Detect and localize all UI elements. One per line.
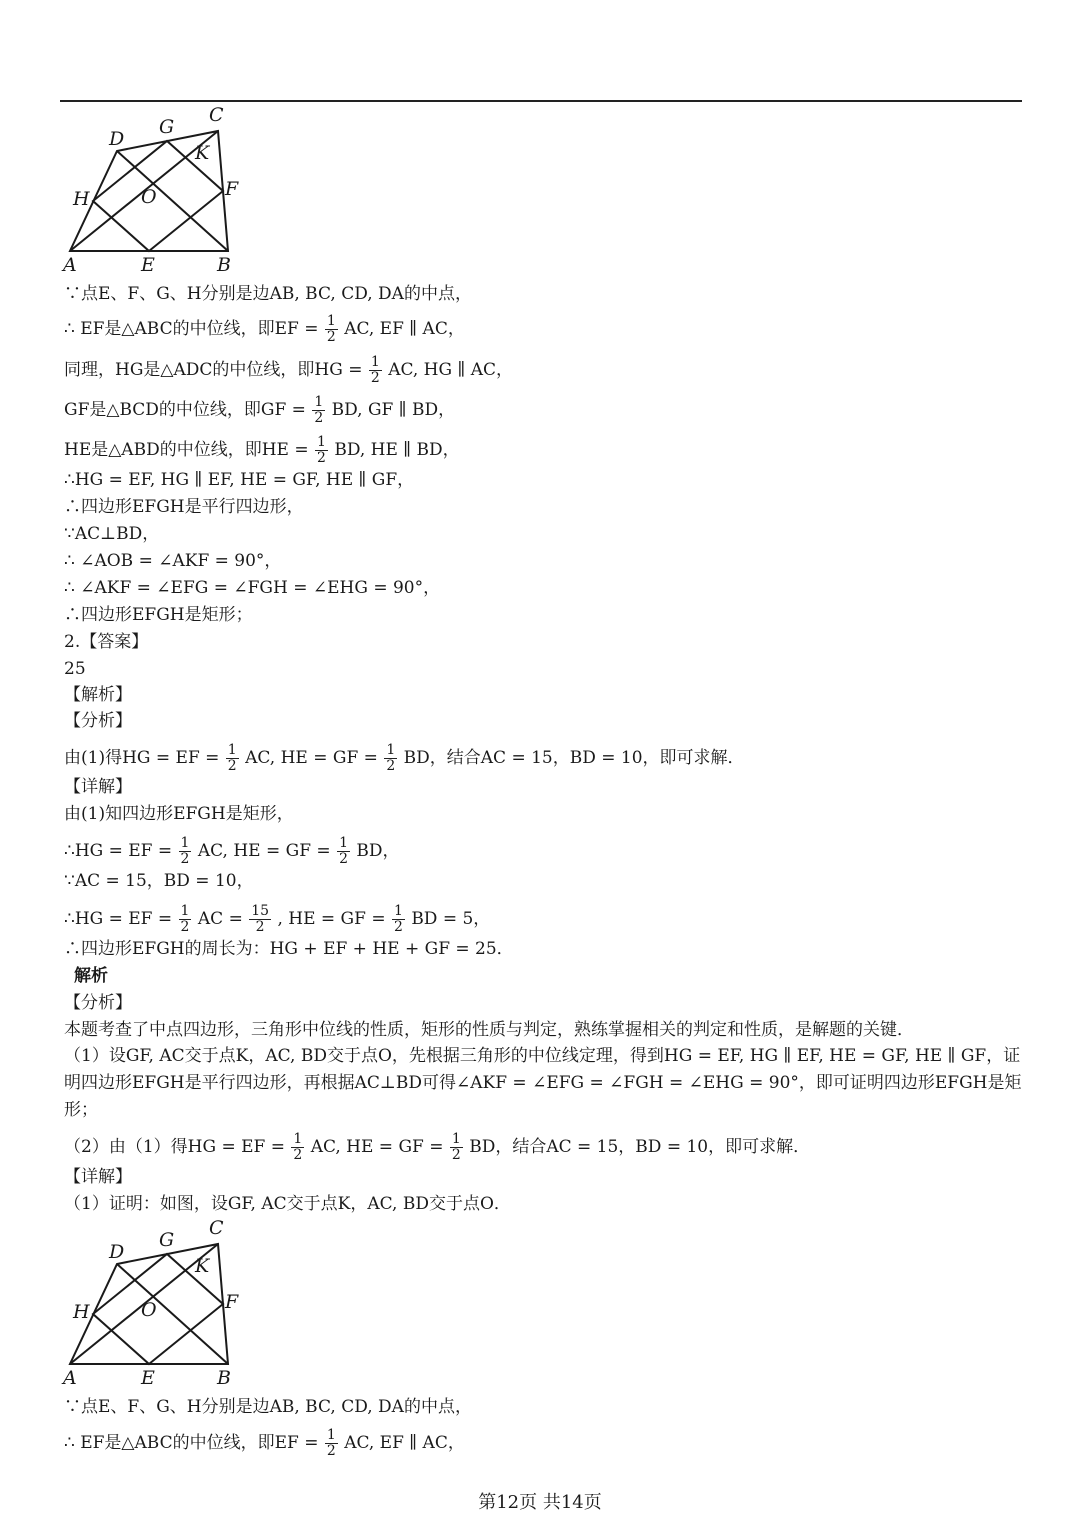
- analysis-p2: （1）设GF, AC交于点K，AC, BD交于点O，先根据三角形的中位线定理，得到HG = EF, HG ∥ EF, HE = GF, HE ∥ GF，证明四边形EFGH是平行四边形，再根据AC⊥BD可得∠AKF = ∠EFG = ∠FGH = ∠EHG = 90°，即可证明四边形EFGH是矩形；: [64, 1046, 1022, 1120]
- label-C: C: [209, 105, 224, 126]
- analysis-xiangjie: 【详解】: [64, 1167, 132, 1187]
- answer2-xiangjie: 【详解】: [64, 777, 132, 797]
- fraction-half: $\frac{1}{2}$: [393, 903, 403, 935]
- page-footer: 第12页 共14页: [478, 1492, 602, 1513]
- line-hg: 同理，HG是△ADC的中位线，即HG = $\frac{1}{2}$ AC, HG ∥ AC，: [64, 354, 514, 386]
- quadrilateral-figure: [55, 105, 255, 275]
- label-O: O: [141, 1299, 157, 1321]
- line-he: HE是△ABD的中位线，即HE = $\frac{1}{2}$ BD, HE ∥ BD，: [64, 434, 460, 466]
- label-B: B: [217, 254, 231, 275]
- line-angle-aob: ∴ ∠AOB = ∠AKF = 90°，: [64, 551, 282, 571]
- label-H: H: [73, 1301, 90, 1323]
- fraction-half: $\frac{1}{2}$: [180, 835, 190, 867]
- label-F: F: [225, 1291, 239, 1313]
- line-ef: ∴ EF是△ABC的中位线，即EF = $\frac{1}{2}$ AC, EF ∥ AC，: [64, 313, 465, 345]
- analysis-p5: ∵点E、F、G、H分别是边AB, BC, CD, DA的中点，: [64, 1397, 472, 1417]
- answer2-l4: ∴HG = EF = $\frac{1}{2}$ AC = $\frac{15}{2}$ , HE = GF = $\frac{1}{2}$ BD = 5，: [64, 903, 491, 935]
- fraction-half: $\frac{1}{2}$: [227, 742, 237, 774]
- answer2-l2: ∴HG = EF = $\frac{1}{2}$ AC, HE = GF = $\frac{1}{2}$ BD，: [64, 835, 400, 867]
- answer2-fenxi-line: 由(1)得HG = EF = $\frac{1}{2}$ AC, HE = GF = $\frac{1}{2}$ BD，结合AC = 15，BD = 10，即可求解．: [64, 742, 745, 774]
- analysis-p6: ∴ EF是△ABC的中位线，即EF = $\frac{1}{2}$ AC, EF ∥ AC，: [64, 1427, 465, 1459]
- fraction-fifteen-halves: $\frac{15}{2}$: [251, 903, 270, 935]
- label-E: E: [141, 254, 155, 275]
- fraction-half: $\frac{1}{2}$: [386, 742, 396, 774]
- line-midpoints: ∵点E、F、G、H分别是边AB, BC, CD, DA的中点，: [64, 284, 472, 304]
- label-D: D: [109, 128, 125, 150]
- line-rectangle: ∴四边形EFGH是矩形；: [64, 605, 253, 625]
- answer2-jiexi: 【解析】: [64, 685, 132, 705]
- fraction-half: $\frac{1}{2}$: [180, 903, 190, 935]
- analysis-title: 解析: [74, 966, 108, 986]
- answer2-l1: 由(1)知四边形EFGH是矩形，: [64, 804, 294, 824]
- fraction-half: $\frac{1}{2}$: [326, 1427, 336, 1459]
- top-rule: [60, 100, 1022, 102]
- answer2-heading: 2.【答案】: [64, 632, 149, 652]
- label-C: C: [209, 1218, 224, 1239]
- fraction-half: $\frac{1}{2}$: [370, 354, 380, 386]
- label-G: G: [159, 116, 175, 138]
- analysis-p3: （2）由（1）得HG = EF = $\frac{1}{2}$ AC, HE = GF = $\frac{1}{2}$ BD，结合AC = 15，BD = 10，即可求解．: [64, 1131, 811, 1163]
- label-B: B: [217, 1367, 231, 1388]
- label-O: O: [141, 186, 157, 208]
- fraction-half: $\frac{1}{2}$: [293, 1131, 303, 1163]
- fraction-half: $\frac{1}{2}$: [339, 835, 348, 867]
- analysis-fenxi: 【分析】: [64, 993, 132, 1013]
- label-A: A: [63, 1367, 77, 1388]
- line-parallelogram: ∴四边形EFGH是平行四边形，: [64, 497, 304, 517]
- quadrilateral-figure-2: [55, 1218, 255, 1388]
- answer2-fenxi: 【分析】: [64, 711, 132, 731]
- fraction-half: $\frac{1}{2}$: [451, 1131, 461, 1163]
- label-H: H: [73, 188, 90, 210]
- line-parallel: ∴HG = EF, HG ∥ EF, HE = GF, HE ∥ GF，: [64, 470, 415, 490]
- answer2-value: 25: [64, 659, 86, 679]
- label-D: D: [109, 1241, 125, 1263]
- fraction-half: $\frac{1}{2}$: [314, 394, 324, 426]
- fraction-half: $\frac{1}{2}$: [317, 434, 326, 466]
- label-K: K: [195, 1255, 210, 1277]
- fraction-half: $\frac{1}{2}$: [326, 313, 336, 345]
- label-F: F: [225, 178, 239, 200]
- answer2-l3: ∵AC = 15，BD = 10，: [64, 871, 254, 891]
- answer2-l5: ∴四边形EFGH的周长为：HG + EF + HE + GF = 25．: [64, 939, 514, 959]
- analysis-p1: 本题考查了中点四边形，三角形中位线的性质，矩形的性质与判定，熟练掌握相关的判定和性质，是解题的关键．: [64, 1020, 914, 1040]
- line-perp: ∵AC⊥BD，: [64, 524, 160, 544]
- line-angles: ∴ ∠AKF = ∠EFG = ∠FGH = ∠EHG = 90°，: [64, 578, 441, 598]
- analysis-p4: （1）证明：如图，设GF, AC交于点K，AC, BD交于点O．: [64, 1194, 511, 1214]
- label-A: A: [63, 254, 77, 275]
- label-G: G: [159, 1229, 175, 1251]
- label-K: K: [195, 142, 210, 164]
- line-gf: GF是△BCD的中位线，即GF = $\frac{1}{2}$ BD, GF ∥ BD，: [64, 394, 456, 426]
- label-E: E: [141, 1367, 155, 1388]
